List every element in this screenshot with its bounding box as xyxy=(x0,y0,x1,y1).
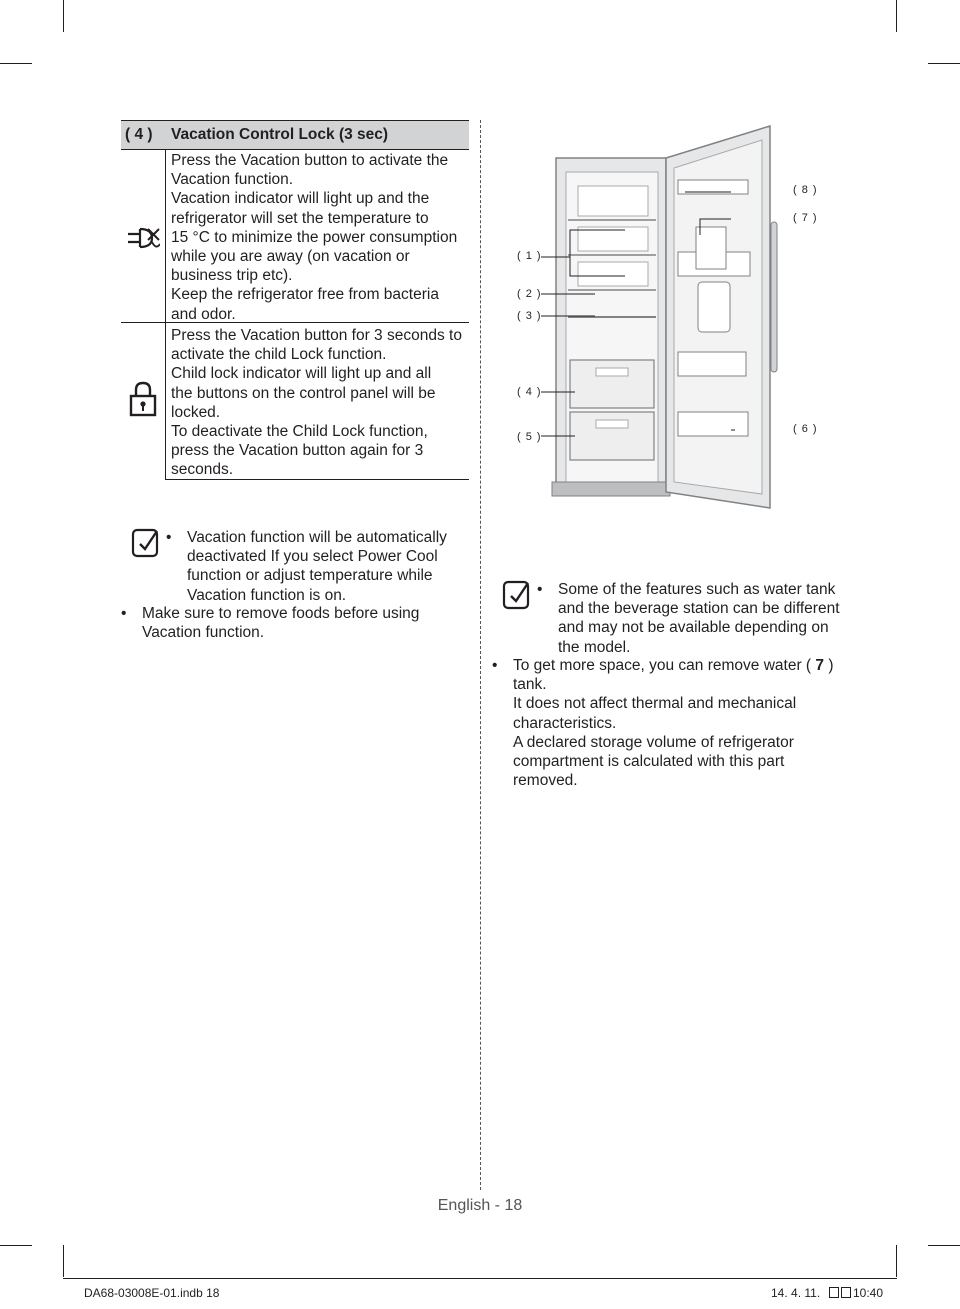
part-number: 7 xyxy=(815,657,825,674)
text-line: refrigerator will set the temperature to xyxy=(171,209,429,227)
table-number: ( 4 ) xyxy=(125,126,153,143)
text-segment: ) xyxy=(824,657,834,674)
crop-mark xyxy=(928,63,960,64)
file-name: DA68-03008E-01.indb 18 xyxy=(84,1286,220,1300)
text-line: business trip etc). xyxy=(171,267,293,285)
list-item xyxy=(537,580,857,660)
child-lock-description xyxy=(171,326,467,480)
text-line: while you are away (on vacation or xyxy=(171,248,410,266)
vacation-description xyxy=(171,151,467,324)
page-number: English - 18 xyxy=(437,1197,523,1214)
label-1: ( 1 ) xyxy=(517,250,542,262)
text-line: Keep the refrigerator free from bacteria xyxy=(171,286,439,304)
text-line: activate the child Lock function. xyxy=(171,346,387,364)
text-line: the model. xyxy=(558,638,631,656)
child-lock-icon xyxy=(129,381,157,417)
list-item xyxy=(492,656,852,796)
table-header xyxy=(121,120,469,150)
text-line: Press the Vacation button for 3 seconds to xyxy=(171,327,462,344)
text-line: Child lock indicator will light up and all xyxy=(171,365,432,383)
note-icon xyxy=(131,528,161,558)
table-divider xyxy=(165,149,166,480)
crop-mark xyxy=(896,1245,897,1277)
print-date: 14. 4. 11. xyxy=(771,1286,821,1300)
text-line: A declared storage volume of refrigerator xyxy=(513,733,794,751)
bullet: • xyxy=(121,605,127,622)
text-line: and the beverage station can be different xyxy=(558,600,840,618)
text-line: characteristics. xyxy=(513,714,617,732)
text-line: Vacation indicator will light up and the xyxy=(171,190,430,208)
bullet: • xyxy=(492,657,498,674)
table-title: Vacation Control Lock (3 sec) xyxy=(171,126,389,143)
label-2: ( 2 ) xyxy=(517,288,542,300)
crop-mark xyxy=(0,63,32,64)
text-line: It does not affect thermal and mechanical xyxy=(513,695,797,713)
text-line: function or adjust temperature while xyxy=(187,567,433,585)
label-5: ( 5 ) xyxy=(517,431,542,443)
label-7: ( 7 ) xyxy=(793,212,818,224)
label-8: ( 8 ) xyxy=(793,184,818,196)
text-line: removed. xyxy=(513,772,578,790)
text-line: Make sure to remove foods before using xyxy=(142,605,420,622)
text-line: the buttons on the control panel will be xyxy=(171,384,436,402)
column-divider xyxy=(480,120,481,1190)
text-line: Some of the features such as water tank xyxy=(558,581,836,598)
text-line: tank. xyxy=(513,676,547,694)
label-4: ( 4 ) xyxy=(517,386,542,398)
bullet: • xyxy=(166,529,172,546)
text-line: and may not be available depending on xyxy=(558,619,829,637)
print-time: 10:40 xyxy=(853,1286,884,1300)
text-line: 15 °C to minimize the power consumption xyxy=(171,228,458,246)
text-line: and odor. xyxy=(171,305,236,323)
text-line: compartment is calculated with this part xyxy=(513,753,785,771)
text-line: Vacation function. xyxy=(171,171,294,189)
vacation-plug-icon xyxy=(126,224,160,252)
placeholder-glyph-icon xyxy=(829,1287,851,1298)
crop-mark xyxy=(0,1245,32,1246)
crop-mark xyxy=(896,0,897,32)
text-line: press the Vacation button again for 3 xyxy=(171,442,424,460)
text-line: Vacation function. xyxy=(142,624,265,642)
text-line xyxy=(513,656,853,675)
crop-mark xyxy=(928,1245,960,1246)
text-line: seconds. xyxy=(171,461,234,479)
bullet: • xyxy=(537,581,543,598)
text-line: locked. xyxy=(171,403,221,421)
list-item xyxy=(121,604,461,644)
text-segment: To get more space, you can remove water ( xyxy=(513,657,816,674)
label-3: ( 3 ) xyxy=(517,310,542,322)
slug-divider xyxy=(63,1278,897,1279)
text-line: Press the Vacation button to activate the xyxy=(171,152,449,169)
crop-mark xyxy=(63,0,64,32)
label-6: ( 6 ) xyxy=(793,423,818,435)
text-line: Vacation function is on. xyxy=(187,586,347,604)
text-line: Vacation function will be automatically xyxy=(187,529,447,546)
callout-leaders xyxy=(535,190,765,450)
note-icon xyxy=(502,580,532,610)
text-line: To deactivate the Child Lock function, xyxy=(171,423,428,441)
crop-mark xyxy=(63,1245,64,1277)
text-line: deactivated If you select Power Cool xyxy=(187,548,438,566)
list-item xyxy=(166,528,466,608)
